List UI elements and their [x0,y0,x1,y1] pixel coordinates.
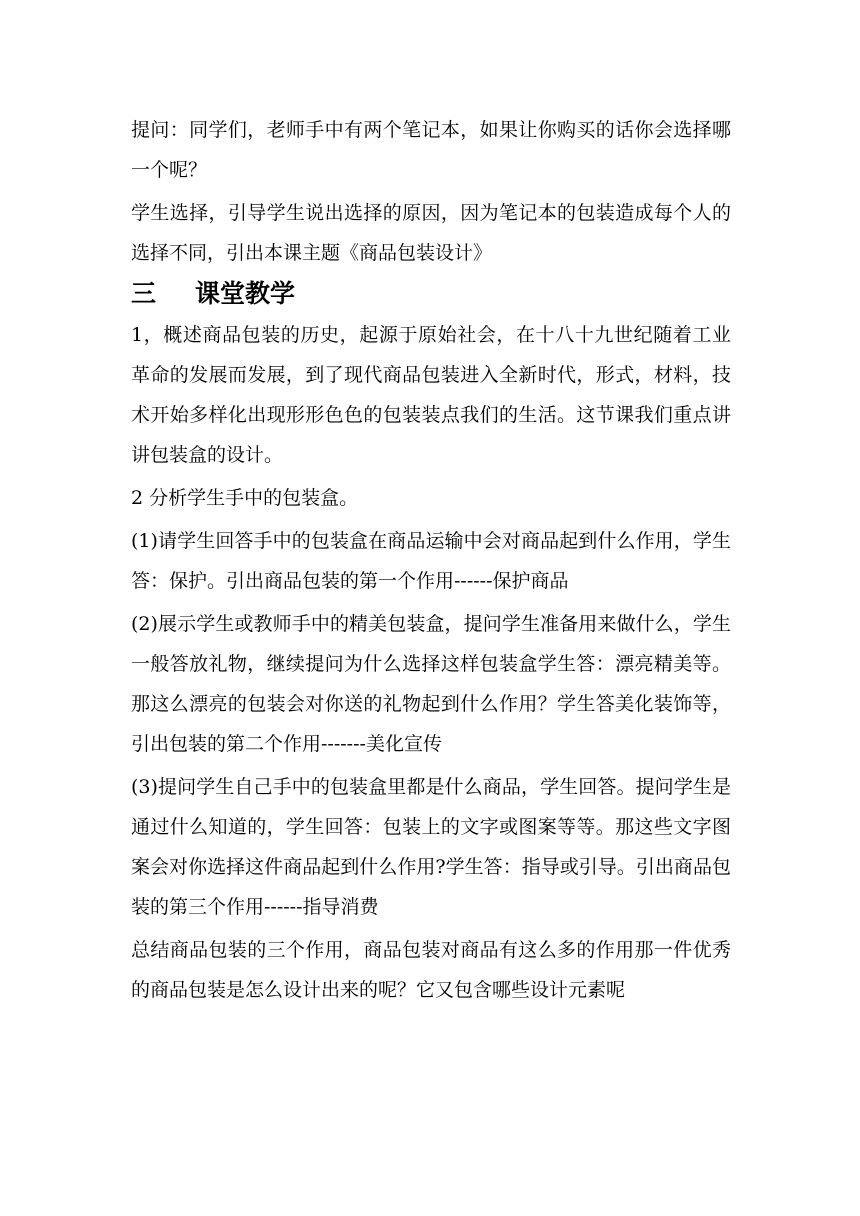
section-number: 三 [131,279,157,308]
paragraph-question: 提问：同学们，老师手中有两个笔记本，如果让你购买的话你会选择哪一个呢？ [131,119,731,181]
paragraph-beautify: (2)展示学生或教师手中的精美包装盒，提问学生准备用来做什么，学生一般答放礼物，继续提问为什么选择这样包装盒学生答：漂亮精美等。那这么漂亮的包装会对你送的礼物起到什么作用？学生答美化装饰等，引出包装的第二个作用-------美化宣传 [131,613,731,755]
paragraph-analysis: 2 分析学生手中的包装盒。 [131,487,359,509]
paragraph-protect: (1)请学生回答手中的包装盒在商品运输中会对商品起到什么作用，学生答：保护。引出商品包装的第一个作用------保护商品 [131,530,731,592]
paragraph-summary: 总结商品包装的三个作用，商品包装对商品有这么多的作用那一件优秀的商品包装是怎么设计出来的呢？它又包含哪些设计元素呢 [131,939,731,1001]
section-heading [131,274,731,314]
section-title: 课堂教学 [195,279,296,308]
document-body [131,110,731,1013]
paragraph-guide: (3)提问学生自己手中的包装盒里都是什么商品，学生回答。提问学生是通过什么知道的，学生回答：包装上的文字或图案等等。那这些文字图案会对你选择这件商品起到什么作用?学生答：指导或引导。引出商品包装的第三个作用------指导消费 [131,776,731,918]
paragraph-history: 1，概述商品包装的历史，起源于原始社会，在十八十九世纪随着工业革命的发展而发展，到了现代商品包装进入全新时代，形式，材料，技术开始多样化出现形形色色的包装装点我们的生活。这节课我们重点讲讲包装盒的设计。 [131,324,731,466]
paragraph-student-choice: 学生选择，引导学生说出选择的原因，因为笔记本的包装造成每个人的选择不同，引出本课主题《商品包装设计》 [131,202,731,264]
